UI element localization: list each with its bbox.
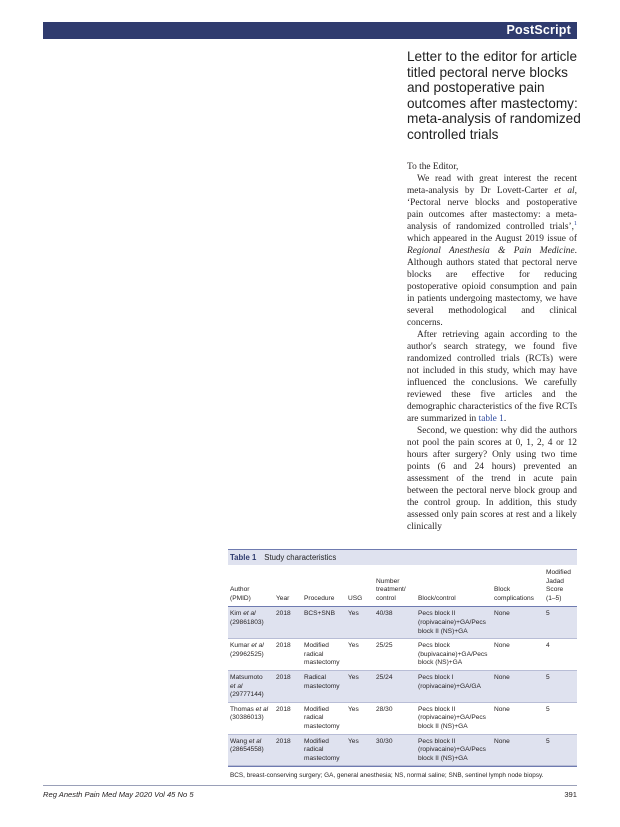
table-row: Kumar et al (29962525) 2018 Modified radical mastectomy Yes 25/25 Pecs block (bupivacaine)+GA/Pecs block (NS)+GA None 4 xyxy=(228,639,577,671)
paragraph-1: We read with great interest the recent meta-analysis by Dr Lovett-Carter et al, ‘Pectoral nerve blocks and postoperative pain outcomes after mastectomy: a meta-analysis of randomized controlled trials’,$^1$ which appeared in the August 2019 issue of Regional Anesthesia & Pain Medicine. Although authors stated that pectoral nerve blocks are effective for reducing postoperative opioid consumption and pain in patients undergoing mastectomy, we have several methodological and clinical concerns. xyxy=(407,174,577,328)
table-1-link[interactable]: table 1 xyxy=(478,414,504,424)
header-usg: USG xyxy=(346,565,374,607)
table-row: Wang et al (28654558) 2018 Modified radical mastectomy Yes 30/30 Pecs block II (ropivacaine)+GA/Pecs block II (NS)+GA None 5 xyxy=(228,734,577,766)
table-footnote: BCS, breast-conserving surgery; GA, general anesthesia; NS, normal saline; SNB, sentinel lymph node biopsy. xyxy=(228,766,577,779)
table-caption xyxy=(228,549,577,565)
article-title: Letter to the editor for article titled pectoral nerve blocks and postoperative pain outcomes after mastectomy: meta-analysis of randomized controlled trials xyxy=(407,49,581,142)
reference-1-link[interactable]: 1 xyxy=(574,220,577,227)
table-label: Table 1 xyxy=(230,553,257,562)
header-year: Year xyxy=(274,565,302,607)
header-author: Author (PMID) xyxy=(228,565,274,607)
header-jadad-score: Modified Jadad Score (1–5) xyxy=(544,565,577,607)
table-row: Thomas et al (30386013) 2018 Modified radical mastectomy Yes 28/30 Pecs block II (ropivacaine)+GA/Pecs block II (NS)+GA None 5 xyxy=(228,702,577,734)
journal-citation: Reg Anesth Pain Med May 2020 Vol 45 No 5 xyxy=(43,790,194,799)
study-characteristics-table xyxy=(228,549,577,779)
table-header-row xyxy=(228,565,577,607)
section-label: PostScript xyxy=(506,23,571,37)
page-number: 391 xyxy=(564,790,577,799)
paragraph-2: After retrieving again according to the author's search strategy, we found five randomized controlled trials (RCTs) were not included in this study, which may have influenced the conclusions. We carefully reviewed these five articles and the demographic characteristics of the five RCTs are summarized in table 1. xyxy=(407,330,577,424)
header-complications: Block complications xyxy=(492,565,544,607)
footer-divider xyxy=(43,785,577,786)
table-caption-text: Study characteristics xyxy=(264,553,337,562)
salutation: To the Editor, xyxy=(407,162,459,172)
section-banner xyxy=(43,22,577,39)
header-block-control: Block/control xyxy=(416,565,492,607)
paragraph-3: Second, we question: why did the authors not pool the pain scores at 0, 1, 2, 4 or 12 hours after surgery? Only using two time points (6 and 24 hours) prevented an assessment of the trend in acute pain between the pectoral nerve block group and the control group. In addition, this study assessed only pain scores at rest and a likely clinically xyxy=(407,426,577,532)
letter-body xyxy=(407,161,577,533)
table-row: Matsumoto et al (29777144) 2018 Radical mastectomy Yes 25/24 Pecs block I (ropivacaine)+GA/GA None 5 xyxy=(228,670,577,702)
journal-name: Regional Anesthesia & Pain Medicine xyxy=(407,246,575,256)
header-number: Number treatment/ control xyxy=(374,565,416,607)
table-row: Kim et al (29861803) 2018 BCS+SNB Yes 40/38 Pecs block II (ropivacaine)+GA/Pecs block II (NS)+GA None 5 xyxy=(228,607,577,639)
header-procedure: Procedure xyxy=(302,565,346,607)
